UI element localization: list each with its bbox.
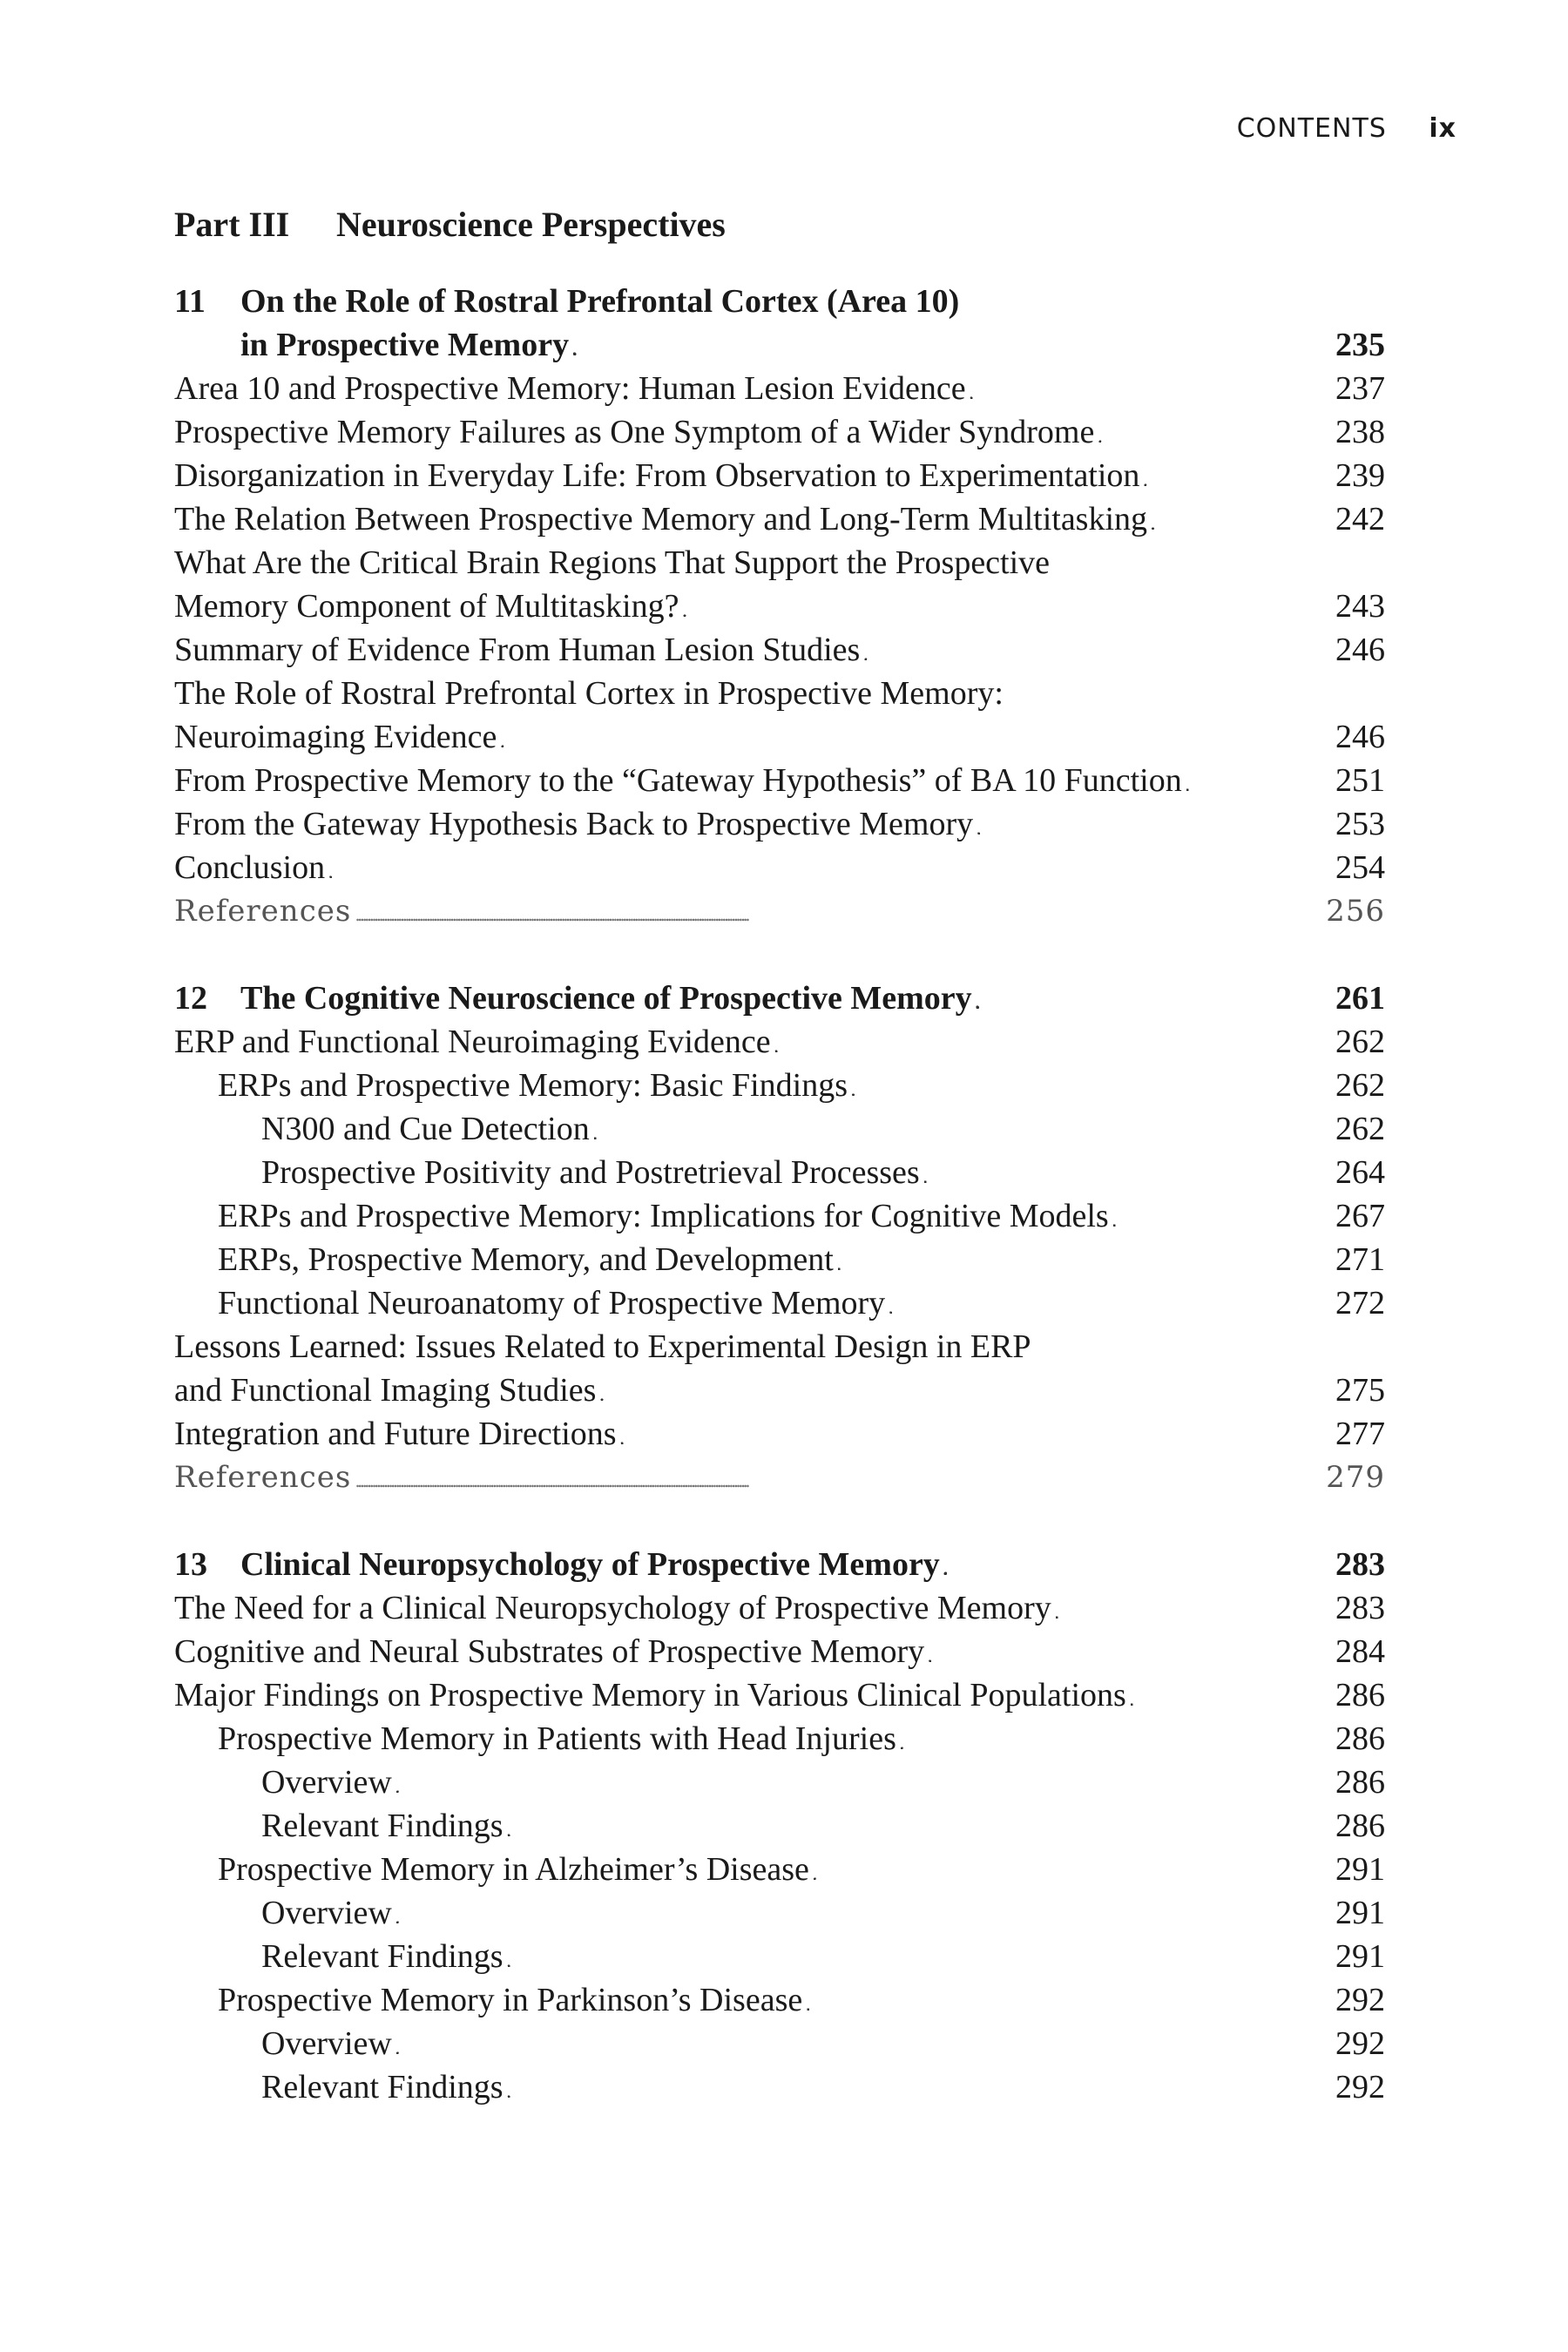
entry-label: The Relation Between Prospective Memory and Long-Term Multitasking — [174, 501, 1148, 537]
dot-leader — [851, 1064, 1332, 1112]
part-number: Part III — [174, 205, 290, 244]
chapter-11 — [174, 280, 1385, 933]
entry-label: ERPs and Prospective Memory: Implications for Cognitive Models — [218, 1198, 1109, 1234]
page-ref: 292 — [1335, 2025, 1385, 2062]
entry-label: Prospective Memory in Patients with Head Injuries — [218, 1720, 896, 1757]
dot-leader — [507, 2065, 1332, 2114]
dot-leader — [1130, 1673, 1332, 1722]
entry-label: Relevant Findings — [261, 1808, 504, 1844]
toc-entry[interactable] — [174, 1673, 1385, 1717]
toc-entry[interactable] — [174, 1194, 1385, 1238]
entry-label: and Functional Imaging Studies — [174, 1372, 597, 1409]
dot-leader — [1112, 1194, 1332, 1243]
toc-entry[interactable] — [174, 1978, 1385, 2022]
dot-leader — [806, 1978, 1332, 2027]
entry-label: From Prospective Memory to the “Gateway Hypothesis” of BA 10 Function — [174, 762, 1182, 799]
entry-label: Conclusion — [174, 849, 326, 886]
entry-label: Memory Component of Multitasking? — [174, 588, 679, 625]
toc-entry[interactable] — [174, 1935, 1385, 1978]
dot-leader — [328, 846, 1332, 895]
dot-leader — [1055, 1586, 1332, 1635]
dot-leader — [1186, 759, 1332, 808]
dot-leader — [682, 585, 1332, 633]
toc-entry-line1: Lessons Learned: Issues Related to Experimental Design in ERP — [174, 1328, 1031, 1365]
toc-entry[interactable] — [174, 1717, 1385, 1761]
page-ref: 286 — [1335, 1808, 1385, 1844]
toc-entry[interactable] — [174, 2022, 1385, 2065]
page-ref: 238 — [1335, 414, 1385, 450]
toc-entry[interactable] — [174, 1412, 1385, 1456]
toc-entry[interactable] — [174, 1630, 1385, 1673]
toc-entry[interactable] — [174, 1064, 1385, 1107]
toc-entry[interactable] — [174, 1151, 1385, 1194]
dot-leader — [928, 1630, 1332, 1679]
dot-leader — [976, 977, 1332, 1025]
entry-label: Area 10 and Prospective Memory: Human Lesion Evidence — [174, 370, 966, 407]
toc-entry[interactable] — [174, 367, 1385, 410]
toc-entry[interactable] — [174, 846, 1385, 889]
toc-entry[interactable] — [174, 715, 1385, 759]
entry-label: ERPs, Prospective Memory, and Development — [218, 1241, 834, 1278]
entry-label: ERP and Functional Neuroimaging Evidence — [174, 1024, 771, 1060]
page-ref: 292 — [1335, 2069, 1385, 2105]
entry-label: Overview — [261, 1764, 392, 1801]
table-of-contents — [174, 203, 1385, 2153]
page-ref: 262 — [1335, 1024, 1385, 1060]
dot-leader — [1098, 410, 1332, 459]
dot-leader — [889, 1281, 1332, 1330]
toc-entry-line1: What Are the Critical Brain Regions That Support the Prospective — [174, 544, 1051, 581]
page-ref: 261 — [1335, 980, 1385, 1017]
dot-leader — [395, 2022, 1332, 2071]
page-ref: 286 — [1335, 1720, 1385, 1757]
part-heading — [174, 203, 1385, 247]
page-ref: 283 — [1335, 1546, 1385, 1583]
entry-label: Integration and Future Directions — [174, 1416, 617, 1452]
page-ref: 286 — [1335, 1677, 1385, 1713]
dot-leader — [620, 1412, 1332, 1461]
toc-entry[interactable] — [174, 1586, 1385, 1630]
page-ref: 262 — [1335, 1067, 1385, 1104]
entry-label: Disorganization in Everyday Life: From Observation to Experimentation — [174, 457, 1140, 494]
page-ref: 246 — [1335, 719, 1385, 755]
entry-label: Prospective Memory Failures as One Symptom of a Wider Syndrome — [174, 414, 1095, 450]
part-title: Neuroscience Perspectives — [336, 205, 726, 244]
page-ref: 271 — [1335, 1241, 1385, 1278]
page-ref: 267 — [1335, 1198, 1385, 1234]
page-ref: 291 — [1335, 1938, 1385, 1975]
chapter-title-entry[interactable] — [174, 323, 1385, 367]
chapter-number: 11 — [174, 283, 206, 320]
entry-label: Functional Neuroanatomy of Prospective Memory — [218, 1285, 886, 1321]
dot-leader — [507, 1935, 1332, 1984]
entry-label: References — [174, 1460, 352, 1495]
page-ref: 251 — [1335, 762, 1385, 799]
toc-entry[interactable] — [174, 1891, 1385, 1935]
page-number: ix — [1429, 113, 1456, 144]
dot-leader — [500, 715, 1332, 764]
page-ref: 292 — [1335, 1982, 1385, 2018]
dot-leader — [813, 1848, 1332, 1896]
toc-entry[interactable] — [174, 1761, 1385, 1804]
entry-label: Overview — [261, 2025, 392, 2062]
entry-label: Major Findings on Prospective Memory in Various Clinical Populations — [174, 1677, 1126, 1713]
chapter-title-line2: in Prospective Memory — [240, 327, 570, 363]
entry-label: Prospective Memory in Parkinson’s Disease — [218, 1982, 803, 2018]
dot-leader — [599, 1369, 1332, 1417]
entry-label: ERPs and Prospective Memory: Basic Findings — [218, 1067, 848, 1104]
entry-label: Summary of Evidence From Human Lesion Studies — [174, 632, 861, 668]
toc-entry[interactable] — [174, 1369, 1385, 1412]
chapter-13 — [174, 1543, 1385, 2109]
page-ref: 264 — [1335, 1154, 1385, 1191]
page-ref: 246 — [1335, 632, 1385, 668]
dot-leader — [977, 802, 1332, 851]
chapter-title: The Cognitive Neuroscience of Prospective Memory — [240, 980, 972, 1017]
toc-entry[interactable] — [174, 759, 1385, 802]
chapter-12 — [174, 977, 1385, 1499]
entry-label: Cognitive and Neural Substrates of Prospective Memory — [174, 1633, 925, 1670]
page-ref: 277 — [1335, 1416, 1385, 1452]
dot-leader — [395, 1891, 1332, 1940]
chapter-number: 13 — [174, 1546, 207, 1583]
dot-leader — [572, 323, 1332, 372]
page-ref: 262 — [1335, 1111, 1385, 1147]
dot-leader — [837, 1238, 1332, 1287]
toc-entry-line1: The Role of Rostral Prefrontal Cortex in Prospective Memory: — [174, 675, 1004, 712]
references-entry[interactable] — [174, 1456, 1385, 1499]
page-ref: 291 — [1335, 1851, 1385, 1888]
dot-leader — [923, 1151, 1332, 1200]
toc-entry[interactable] — [174, 628, 1385, 672]
entry-label: Overview — [261, 1895, 392, 1931]
chapter-number: 12 — [174, 980, 207, 1017]
page-ref: 283 — [1335, 1590, 1385, 1626]
dot-leader — [1143, 454, 1332, 503]
toc-entry[interactable] — [174, 802, 1385, 846]
page-ref: 279 — [1326, 1460, 1385, 1495]
entry-label: From the Gateway Hypothesis Back to Prospective Memory — [174, 806, 974, 842]
page-ref: 237 — [1335, 370, 1385, 407]
entry-label: Prospective Memory in Alzheimer’s Disease — [218, 1851, 809, 1888]
entry-label: References — [174, 894, 352, 929]
toc-entry[interactable] — [174, 410, 1385, 454]
page-ref: 235 — [1335, 327, 1385, 363]
page-ref: 291 — [1335, 1895, 1385, 1931]
toc-entry[interactable] — [174, 1020, 1385, 1064]
toc-entry[interactable] — [174, 2065, 1385, 2109]
dot-leader — [774, 1020, 1332, 1069]
references-entry[interactable] — [174, 889, 1385, 933]
toc-entry[interactable] — [174, 497, 1385, 541]
chapter-title-entry[interactable] — [174, 1543, 1385, 1586]
chapter-title-entry[interactable] — [174, 977, 1385, 1020]
toc-entry[interactable] — [174, 454, 1385, 497]
toc-entry[interactable] — [174, 1848, 1385, 1891]
page-ref: 239 — [1335, 457, 1385, 494]
entry-label: The Need for a Clinical Neuropsychology of Prospective Memory — [174, 1590, 1051, 1626]
running-head — [1237, 113, 1456, 144]
page-ref: 254 — [1335, 849, 1385, 886]
dot-leader — [593, 1107, 1332, 1156]
dot-leader — [507, 1804, 1332, 1853]
entry-label: Relevant Findings — [261, 2069, 504, 2105]
page-ref: 243 — [1335, 588, 1385, 625]
entry-label: Neuroimaging Evidence — [174, 719, 497, 755]
entry-label: Prospective Positivity and Postretrieval Processes — [261, 1154, 920, 1191]
toc-entry[interactable] — [174, 585, 1385, 628]
running-head-title: CONTENTS — [1236, 113, 1387, 144]
chapter-title: Clinical Neuropsychology of Prospective Memory — [240, 1546, 940, 1583]
chapter-title-line1: On the Role of Rostral Prefrontal Cortex (Area 10) — [240, 283, 960, 320]
page-ref: 286 — [1335, 1764, 1385, 1801]
toc-entry[interactable] — [174, 1238, 1385, 1281]
dot-leader — [1151, 497, 1332, 546]
toc-entry[interactable] — [174, 1107, 1385, 1151]
dot-leader — [943, 1543, 1332, 1592]
page-ref: 284 — [1335, 1633, 1385, 1670]
dot-leader — [355, 889, 1322, 936]
page-ref: 242 — [1335, 501, 1385, 537]
toc-entry[interactable] — [174, 1804, 1385, 1848]
page-ref: 275 — [1335, 1372, 1385, 1409]
dot-leader — [395, 1761, 1332, 1809]
page-ref: 256 — [1326, 894, 1385, 929]
dot-leader — [970, 367, 1332, 416]
dot-leader — [355, 1456, 1322, 1503]
entry-label: N300 and Cue Detection — [261, 1111, 590, 1147]
toc-entry[interactable] — [174, 1281, 1385, 1325]
chapter-title — [174, 280, 1385, 323]
dot-leader — [863, 628, 1332, 677]
page-ref: 253 — [1335, 806, 1385, 842]
entry-label: Relevant Findings — [261, 1938, 504, 1975]
page-ref: 272 — [1335, 1285, 1385, 1321]
dot-leader — [900, 1717, 1332, 1766]
